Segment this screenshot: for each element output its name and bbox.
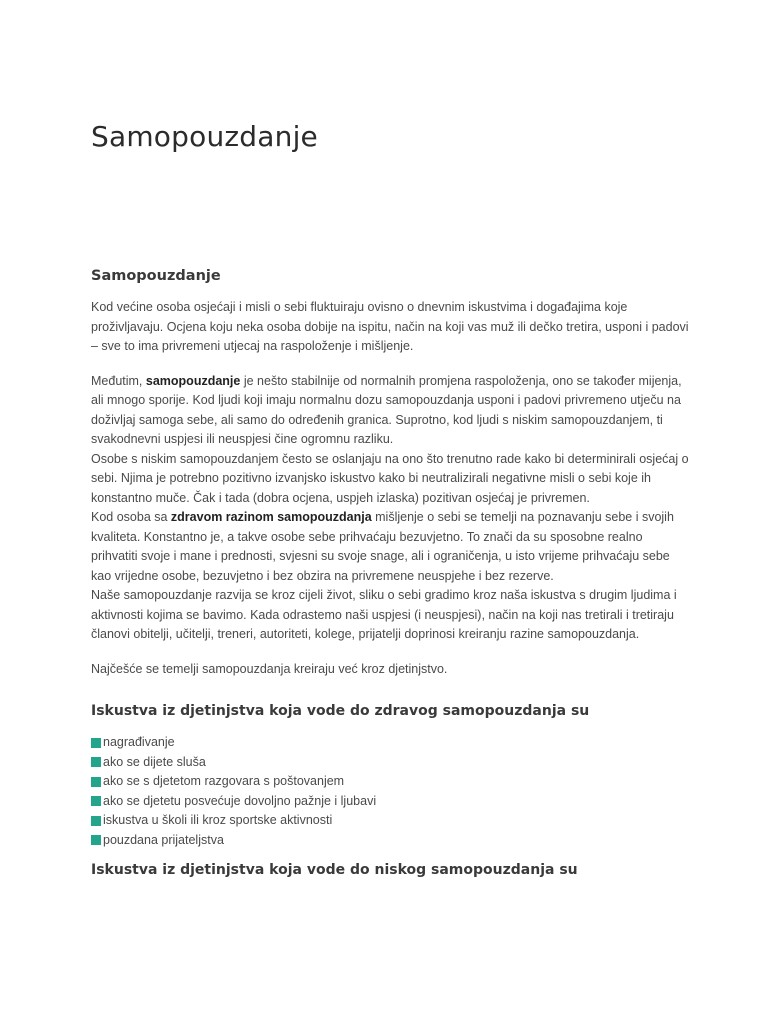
- paragraph-6: Najčešće se temelji samopouzdanja kreiraju već kroz djetinjstvo.: [91, 661, 448, 676]
- paragraph-2-post: je nešto stabilnije od normalnih promjena raspoloženja, ono se također mijenja, ali mnogo sporije. Kod ljudi koji imaju normalnu dozu samopouzdanja usponi i padovi privremeno utječu na doživljaj samoga sebe, ali samo do određenih granica. Suprotno, kod ljudi s niskim samopouzdanjem, ti svakodnevni uspjesi ili neuspjesi čine ogromnu razliku.: [91, 373, 682, 446]
- list-item: ako se s djetetom razgovara s poštovanjem: [91, 772, 691, 792]
- article-body: [91, 268, 691, 892]
- list-item: pouzdana prijateljstva: [91, 831, 691, 851]
- paragraph-4-bold: zdravom razinom samopouzdanja: [170, 510, 372, 524]
- paragraph-1: Kod većine osoba osjećaji i misli o sebi fluktuiraju ovisno o dnevnim iskustvima i događajima koje proživljavaju. Ocjena koju neka osoba dobije na ispitu, način na koji vas muž ili dečko tretira, usponi i padovi – sve to ima privremeni utjecaj na raspoloženje i mišljenje.: [91, 300, 689, 353]
- paragraph-5: Naše samopouzdanje razvija se kroz cijeli život, sliku o sebi gradimo kroz naša iskustva s drugim ljudima i aktivnosti kojima se bavimo. Kada odrastemo naši uspjesi (i neuspjesi), način na koji nas tretirali i tretiraju članovi obitelji, učitelji, treneri, autoriteti, kolege, prijatelji doprinosi kreiranju razine samopouzdanja.: [91, 588, 677, 641]
- paragraph-4-post: mišljenje o sebi se temelji na poznavanju sebe i svojih kvaliteta. Konstantno je, a takve osobe sebe prihvaćaju bezuvjetno. To znači da su sposobne realno prihvatiti svoje i mane i prednosti, svjesni su svoje snage, ali i ograničenja, u isto vrijeme prihvaćaju sebe kao vrijedne osobe, bezuvjetno i bez obzira na privremene neuspjehe i bez rezerve.: [91, 510, 674, 583]
- square-bullet-icon: [91, 757, 101, 767]
- square-bullet-icon: [91, 816, 101, 826]
- square-bullet-icon: [91, 835, 101, 845]
- section-title: Samopouzdanje: [91, 268, 221, 284]
- square-bullet-icon: [91, 738, 101, 748]
- list-item: nagrađivanje: [91, 733, 691, 753]
- list-item: ako se djetetu posvećuje dovoljno pažnje i ljubavi: [91, 792, 691, 812]
- healthy-heading: Iskustva iz djetinjstva koja vode do zdravog samopouzdanja su: [91, 703, 590, 719]
- paragraph-2-bold: samopouzdanje: [145, 373, 241, 388]
- square-bullet-icon: [91, 777, 101, 787]
- paragraph-3: Osobe s niskim samopouzdanjem često se oslanjaju na ono što trenutno rade kako bi determinirali osjećaj o sebi. Njima je potrebno pozitivno izvanjsko iskustvo kako bi neutralizirali negativne misli o sebi koje ih konstantno muče. Čak i tada (dobra ocjena, uspjeh izlaska) pozitivan osjećaj je privremen.: [91, 451, 689, 505]
- paragraph-4: [91, 508, 691, 586]
- document-title: Samopouzdanje: [91, 120, 318, 153]
- healthy-list: [91, 733, 691, 850]
- paragraph-4-pre: Kod osoba sa: [91, 510, 171, 524]
- paragraph-2: [91, 372, 691, 450]
- list-item: ako se dijete sluša: [91, 753, 691, 773]
- paragraph-2-pre: Međutim,: [91, 373, 146, 388]
- list-item: iskustva u školi ili kroz sportske aktivnosti: [91, 811, 691, 831]
- low-heading: Iskustva iz djetinjstva koja vode do niskog samopouzdanja su: [91, 862, 578, 878]
- square-bullet-icon: [91, 796, 101, 806]
